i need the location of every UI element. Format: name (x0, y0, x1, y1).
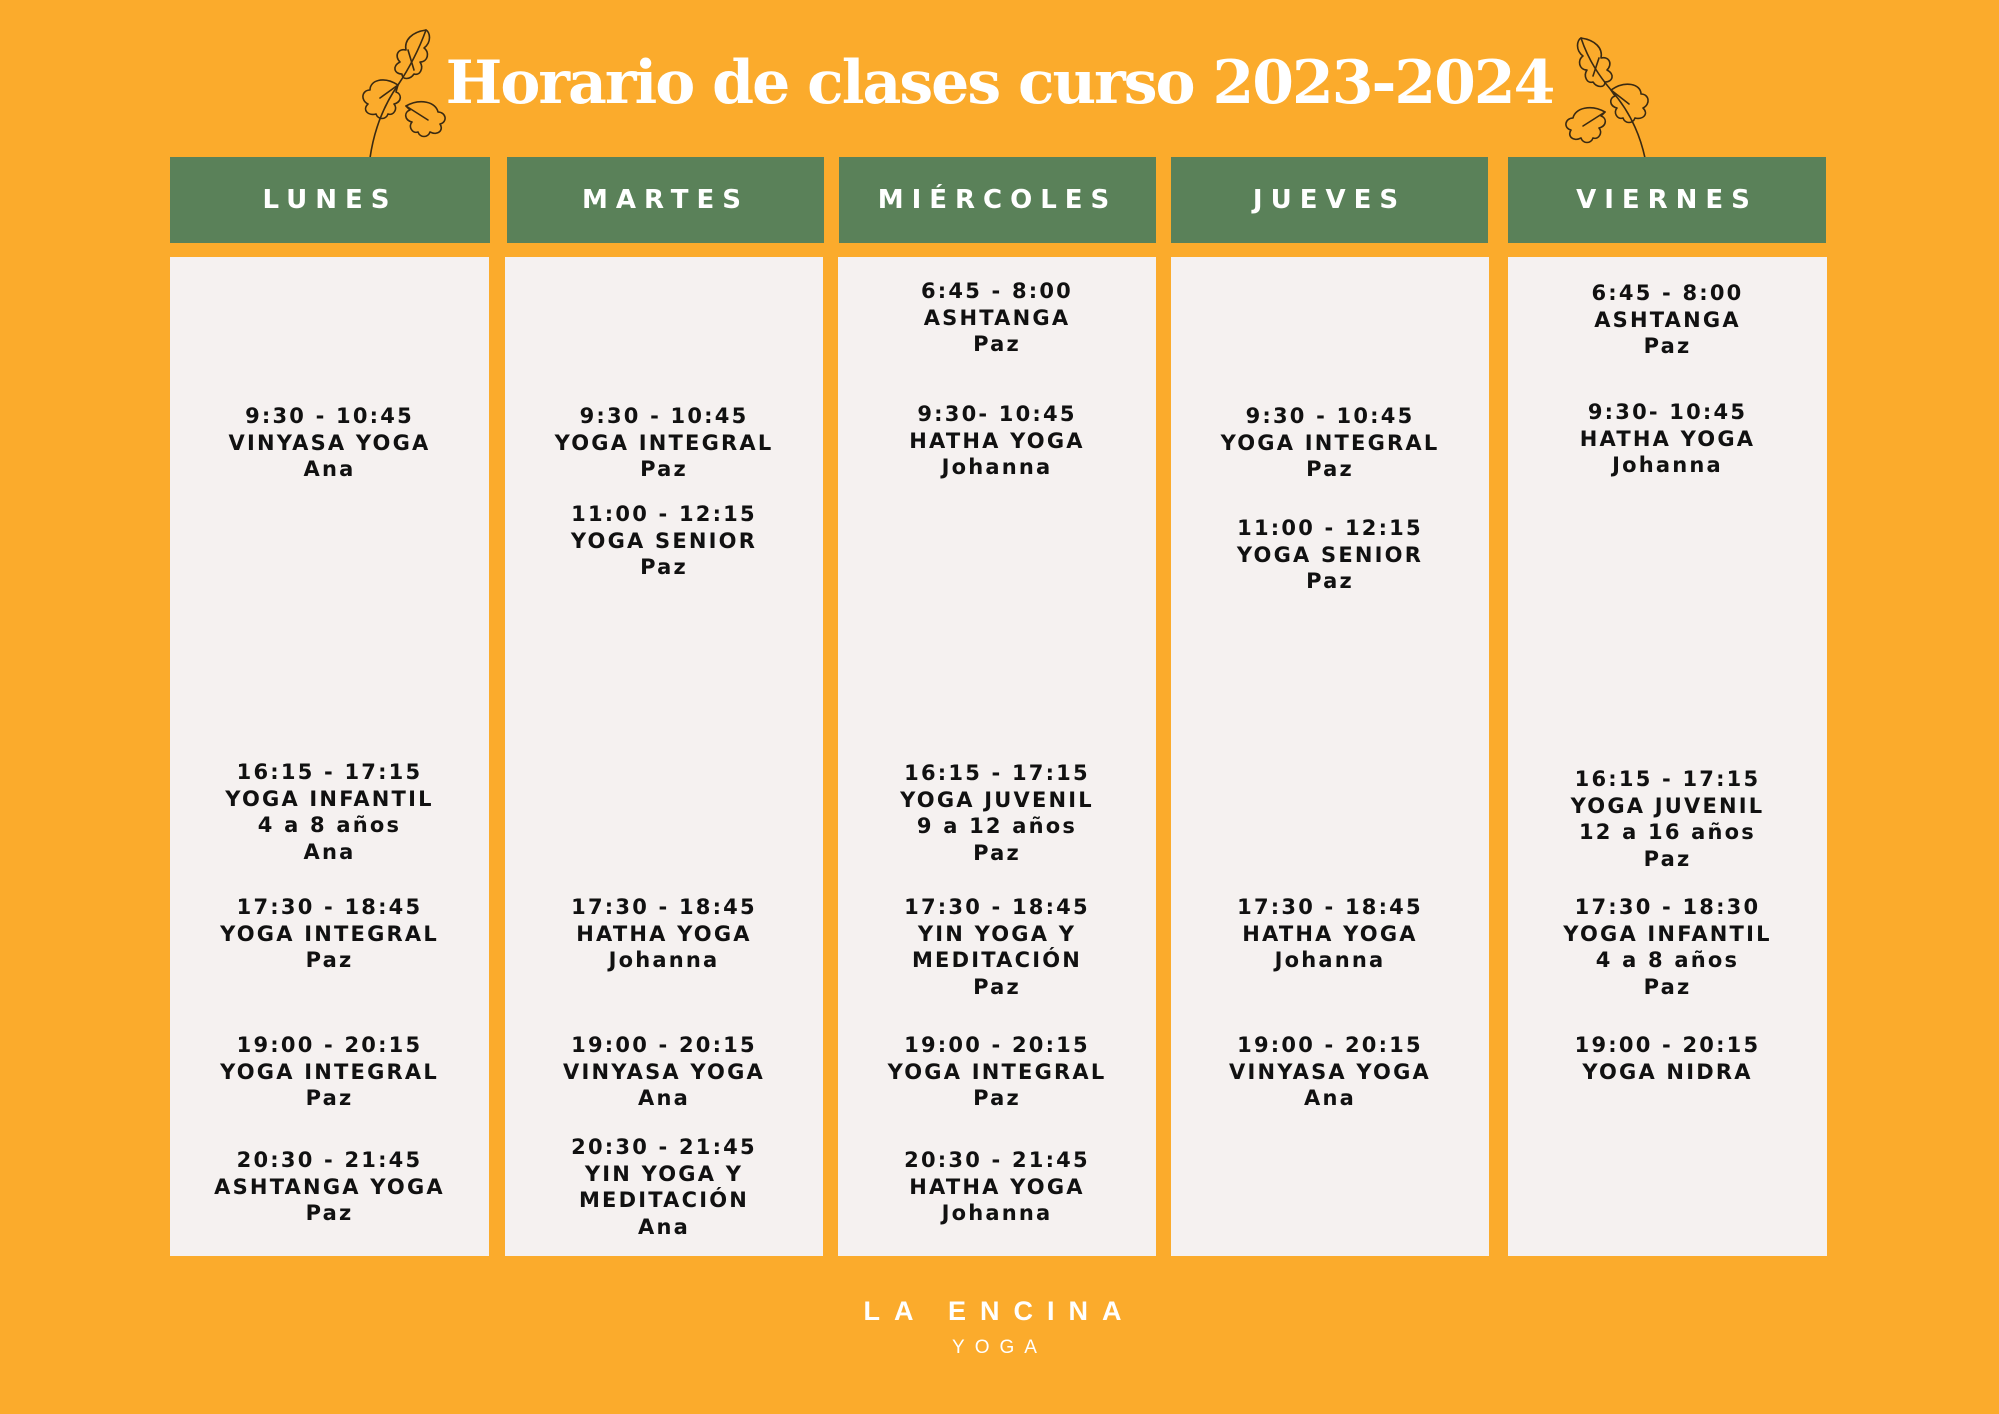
class-time: 19:00 - 20:15 (1574, 1033, 1761, 1057)
class-name-2: MEDITACIÓN (911, 948, 1083, 972)
class-ages: 4 a 8 años (257, 813, 402, 837)
class-block (170, 403, 489, 483)
class-block (838, 278, 1156, 358)
class-name: ASHTANGA (1594, 307, 1741, 332)
class-name: YOGA NIDRA (1582, 1059, 1753, 1084)
class-time: 9:30- 10:45 (917, 402, 1077, 426)
class-teacher: Paz (1306, 569, 1354, 593)
class-time: 20:30 - 21:45 (236, 1148, 423, 1172)
class-block (1171, 894, 1489, 974)
day-column-jueves (1171, 257, 1489, 1256)
class-teacher: Paz (973, 1086, 1021, 1110)
class-time: 9:30- 10:45 (1587, 400, 1748, 424)
class-name: YOGA INFANTIL (1563, 921, 1772, 946)
class-teacher: Johanna (1274, 948, 1386, 972)
day-header-viernes: VIERNES (1508, 157, 1826, 243)
day-column-martes (505, 257, 823, 1256)
class-time: 17:30 - 18:45 (904, 895, 1090, 919)
class-teacher: Johanna (608, 948, 720, 972)
class-block (838, 894, 1156, 1000)
class-teacher: Johanna (941, 1201, 1053, 1225)
class-name: VINYASA YOGA (228, 430, 431, 455)
class-block (170, 894, 489, 974)
class-name: HATHA YOGA (909, 1174, 1085, 1199)
class-name: YOGA INTEGRAL (220, 921, 439, 946)
class-teacher: Paz (305, 1201, 354, 1225)
class-name: YOGA INTEGRAL (554, 430, 774, 455)
class-teacher: Paz (1643, 974, 1692, 999)
day-header-jueves: JUEVES (1171, 157, 1488, 243)
class-name: HATHA YOGA (1579, 426, 1756, 451)
class-teacher: Paz (973, 840, 1021, 865)
class-teacher: Paz (305, 1086, 354, 1110)
class-teacher: Johanna (941, 455, 1053, 479)
day-column-miercoles (838, 257, 1156, 1256)
day-header-miercoles: MIÉRCOLES (839, 157, 1156, 243)
day-header-martes: MARTES (507, 157, 824, 243)
class-time: 16:15 - 17:15 (1574, 767, 1761, 791)
brand-logo-subtitle: YOGA (952, 1337, 1047, 1358)
class-teacher: Ana (638, 1214, 690, 1239)
class-name: ASHTANGA (923, 305, 1071, 330)
class-name: YOGA INFANTIL (225, 786, 434, 811)
class-time: 19:00 - 20:15 (904, 1033, 1090, 1057)
class-name: YOGA SENIOR (570, 528, 758, 553)
class-time: 17:30 - 18:45 (571, 895, 757, 919)
class-teacher: Ana (303, 457, 356, 481)
class-time: 9:30 - 10:45 (1245, 404, 1415, 428)
class-block (505, 403, 823, 483)
class-teacher: Ana (638, 1086, 690, 1110)
class-time: 9:30 - 10:45 (245, 404, 414, 428)
class-name: YIN YOGA Y (584, 1161, 744, 1186)
class-teacher: Paz (973, 974, 1021, 999)
class-name: YOGA INTEGRAL (887, 1059, 1107, 1084)
class-block (1508, 1032, 1827, 1085)
class-name: YOGA SENIOR (1236, 542, 1424, 567)
day-column-lunes (170, 257, 489, 1256)
class-name: YOGA INTEGRAL (220, 1059, 439, 1084)
class-name-2: MEDITACIÓN (578, 1188, 750, 1212)
class-block (1508, 766, 1827, 872)
class-block (838, 1032, 1156, 1112)
class-teacher: Ana (1304, 1086, 1356, 1110)
class-teacher: Paz (1306, 457, 1354, 481)
class-block (1171, 403, 1489, 483)
class-block (505, 1032, 823, 1112)
page-title: Horario de clases curso 2023-2024 (445, 48, 1554, 118)
class-ages: 9 a 12 años (916, 814, 1078, 838)
class-name: YOGA JUVENIL (1570, 793, 1765, 818)
day-header-lunes: LUNES (170, 157, 490, 243)
class-block (1171, 1032, 1489, 1112)
class-name: YIN YOGA Y (917, 921, 1077, 946)
class-teacher: Paz (1643, 334, 1692, 358)
class-time: 16:15 - 17:15 (904, 761, 1090, 785)
class-block (1508, 280, 1827, 360)
class-time: 6:45 - 8:00 (920, 279, 1073, 303)
class-name: YOGA INTEGRAL (1220, 430, 1440, 455)
class-time: 17:30 - 18:30 (1574, 895, 1761, 919)
class-time: 19:00 - 20:15 (236, 1033, 423, 1057)
class-ages: 4 a 8 años (1595, 948, 1740, 972)
class-block (505, 1134, 823, 1240)
class-time: 19:00 - 20:15 (1237, 1033, 1423, 1057)
class-block (1171, 515, 1489, 595)
class-time: 19:00 - 20:15 (571, 1033, 757, 1057)
oak-leaf-branch-icon (1545, 20, 1670, 160)
class-time: 11:00 - 12:15 (571, 502, 757, 526)
class-ages: 12 a 16 años (1579, 820, 1756, 844)
class-name: YOGA JUVENIL (900, 787, 1094, 812)
class-block (838, 1147, 1156, 1227)
class-name: HATHA YOGA (1242, 921, 1418, 946)
class-block (170, 1032, 489, 1112)
class-teacher: Paz (640, 555, 688, 579)
class-name: VINYASA YOGA (563, 1059, 765, 1084)
class-time: 20:30 - 21:45 (904, 1148, 1090, 1172)
class-name: ASHTANGA YOGA (214, 1174, 445, 1199)
class-time: 20:30 - 21:45 (571, 1135, 757, 1159)
class-time: 9:30 - 10:45 (579, 404, 749, 428)
class-teacher: Paz (973, 332, 1021, 356)
class-block (1508, 894, 1827, 1000)
class-block (838, 401, 1156, 481)
class-teacher: Paz (640, 457, 688, 481)
class-block (505, 894, 823, 974)
class-teacher: Paz (1643, 846, 1692, 871)
class-time: 17:30 - 18:45 (1237, 895, 1423, 919)
class-block (170, 759, 489, 865)
class-block (170, 1147, 489, 1227)
class-block (1508, 399, 1827, 479)
class-teacher: Johanna (1612, 453, 1723, 477)
class-name: VINYASA YOGA (1229, 1059, 1431, 1084)
day-column-viernes (1508, 257, 1827, 1256)
class-block (838, 760, 1156, 866)
class-name: HATHA YOGA (576, 921, 752, 946)
class-teacher: Paz (305, 948, 354, 972)
brand-logo-name: LA ENCINA (863, 1296, 1136, 1326)
oak-leaf-branch-icon (340, 10, 465, 160)
class-time: 6:45 - 8:00 (1591, 281, 1744, 305)
class-time: 11:00 - 12:15 (1237, 516, 1423, 540)
class-teacher: Ana (303, 839, 356, 864)
class-time: 17:30 - 18:45 (236, 895, 423, 919)
class-name: HATHA YOGA (909, 428, 1085, 453)
class-block (505, 501, 823, 581)
class-time: 16:15 - 17:15 (236, 760, 423, 784)
